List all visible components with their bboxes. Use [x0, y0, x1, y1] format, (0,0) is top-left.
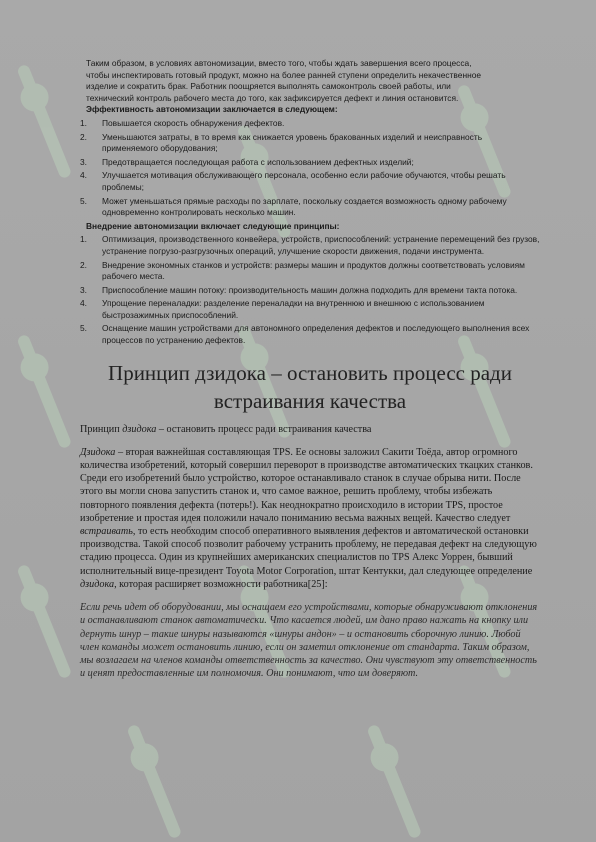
list-number: 1. — [80, 234, 87, 245]
list-item — [80, 285, 540, 297]
list-text: Повышается скорость обнаружения дефектов. — [102, 117, 285, 128]
paragraph-text: – вторая важнейшая составляющая TPS. Ее основы заложил Сакити Тоёда, автор огромного количества изобретений, который совершил переворот в производстве автоматических ткацких станков. Среди его изобретений было устройство, которое останавливало станок в случае обрыва нити. После этого вы могли снова запустить станок и, что самое важное, решить проблему, чтобы избежать повторного появления дефекта (потерь!). Как неоднократно происходило в истории TPS, простое изобретение и простая идея положили начало пониманию весьма важных вещей. Качество следует — [80, 446, 533, 524]
intro-section — [80, 58, 540, 347]
term: встраивать — [80, 526, 133, 538]
term: дзидока — [80, 578, 115, 590]
list-number: 1. — [80, 117, 87, 128]
list-number: 5. — [80, 323, 87, 334]
list-item — [80, 196, 540, 219]
watermark-icon — [9, 58, 87, 183]
list-item — [80, 298, 540, 321]
watermark-icon — [119, 718, 197, 842]
subtitle-term: дзидока — [122, 423, 157, 435]
list-item — [80, 170, 540, 193]
list-item — [80, 234, 540, 257]
quote-paragraph: Если речь идет об оборудовании, мы оснащаем его устройствами, которые обнаруживают отклонения и останавливают станок автоматически. Что касается людей, им дано право нажать на кнопку или дернуть шнур – такие шнуры называются «шнуры андон» – и остановить сборочную линию. Любой член команды может остановить линию, если он заметил отклонение от стандарта. Таким образом, мы возлагаем на членов команды ответственность за качество. Они чувствуют эту ответственность и ценят предоставленные им полномочия. Они понимают, что им доверяют. — [80, 602, 538, 680]
effects-list — [80, 118, 540, 219]
list-text: Внедрение экономных станков и устройств: размеры машин и продуктов должны соответствовать условиям рабочего места. — [102, 259, 525, 282]
list-number: 3. — [80, 156, 87, 167]
list-number: 5. — [80, 195, 87, 206]
list-text: Улучшается мотивация обслуживающего персонала, особенно если рабочие обучаются, чтобы решать проблемы; — [102, 170, 506, 192]
intro-line: чтобы инспектировать готовый продукт, можно на более ранней ступени определить некачественное — [86, 69, 482, 80]
list-number: 4. — [80, 170, 87, 181]
list-item — [80, 118, 540, 130]
watermark-icon — [359, 718, 437, 842]
list-text: Уменьшаются затраты, в то время как снижается уровень бракованных изделий и неисправность применяемого оборудования; — [102, 131, 483, 154]
subtitle — [80, 423, 540, 436]
list-text: Упрощение переналадки: разделение переналадки на внутреннюю и внешнюю с использованием быстрозажимных приспособлений. — [102, 298, 485, 320]
subtitle-text: Принцип — [80, 423, 123, 435]
watermark-icon — [9, 558, 87, 683]
intro-line: технический контроль рабочего места до того, как зафиксируется дефект и линия остановится. — [86, 92, 459, 103]
list-text: Предотвращается последующая работа с использованием дефектных изделий; — [102, 156, 414, 167]
list-text: Приспособление машин потоку: производительность машин должна подходить для времени такта потока. — [102, 284, 518, 295]
body-section — [80, 423, 540, 681]
watermark-icon — [9, 328, 87, 453]
list-text: Может уменьшаться прямые расходы по зарплате, поскольку создается возможность одному рабочему одновременно контролировать несколько машин. — [102, 195, 507, 218]
list-item — [80, 260, 540, 283]
list-text: Оснащение машин устройствами для автономного определения дефектов и последующего выполнения всех процессов по устранению дефектов. — [102, 323, 530, 346]
paragraph-text: , которая расширяет возможности работника[25]: — [114, 578, 328, 590]
effects-heading: Эффективность автономизации заключается в следующем: — [86, 104, 338, 115]
paragraph-text: , то есть необходим способ оперативного выявления дефектов и автоматической остановки производства. Такой способ позволит рабочему устранить проблему, не передавая дефект на следующую стадию процесса. Один из крупнейших американских специалистов по TPS Алекс Уоррен, бывший исполнительный вице-президент Toyota Motor Corporation, штат Кентукки, дал следующее определение — [80, 526, 537, 577]
term: Дзидока — [80, 446, 116, 458]
list-item — [80, 157, 540, 169]
list-number: 2. — [80, 131, 87, 142]
list-number: 4. — [80, 298, 87, 309]
section-title: Принцип дзидока – остановить процесс ради встраивания качества — [108, 360, 512, 413]
principles-heading: Внедрение автономизации включает следующие принципы: — [86, 220, 340, 231]
list-item — [80, 132, 540, 155]
list-item — [80, 323, 540, 346]
list-text: Оптимизация, производственного конвейера, устройств, приспособлений: устранение перемещений без грузов, устранение погрузо-разгрузочных операций, улучшение скорости движения, подачи инструмента. — [102, 234, 540, 256]
intro-line: изделие и сократить брак. Работник поощряется выполнять самоконтроль своей работы, или — [86, 81, 451, 92]
list-number: 2. — [80, 259, 87, 270]
page-content — [80, 58, 540, 690]
subtitle-text: – остановить процесс ради встраивания качества — [156, 423, 372, 435]
intro-line: Таким образом, в условиях автономизации, вместо того, чтобы ждать завершения всего процесса, — [86, 58, 472, 68]
list-number: 3. — [80, 284, 87, 295]
body-paragraph — [80, 446, 540, 591]
principles-list — [80, 234, 540, 346]
